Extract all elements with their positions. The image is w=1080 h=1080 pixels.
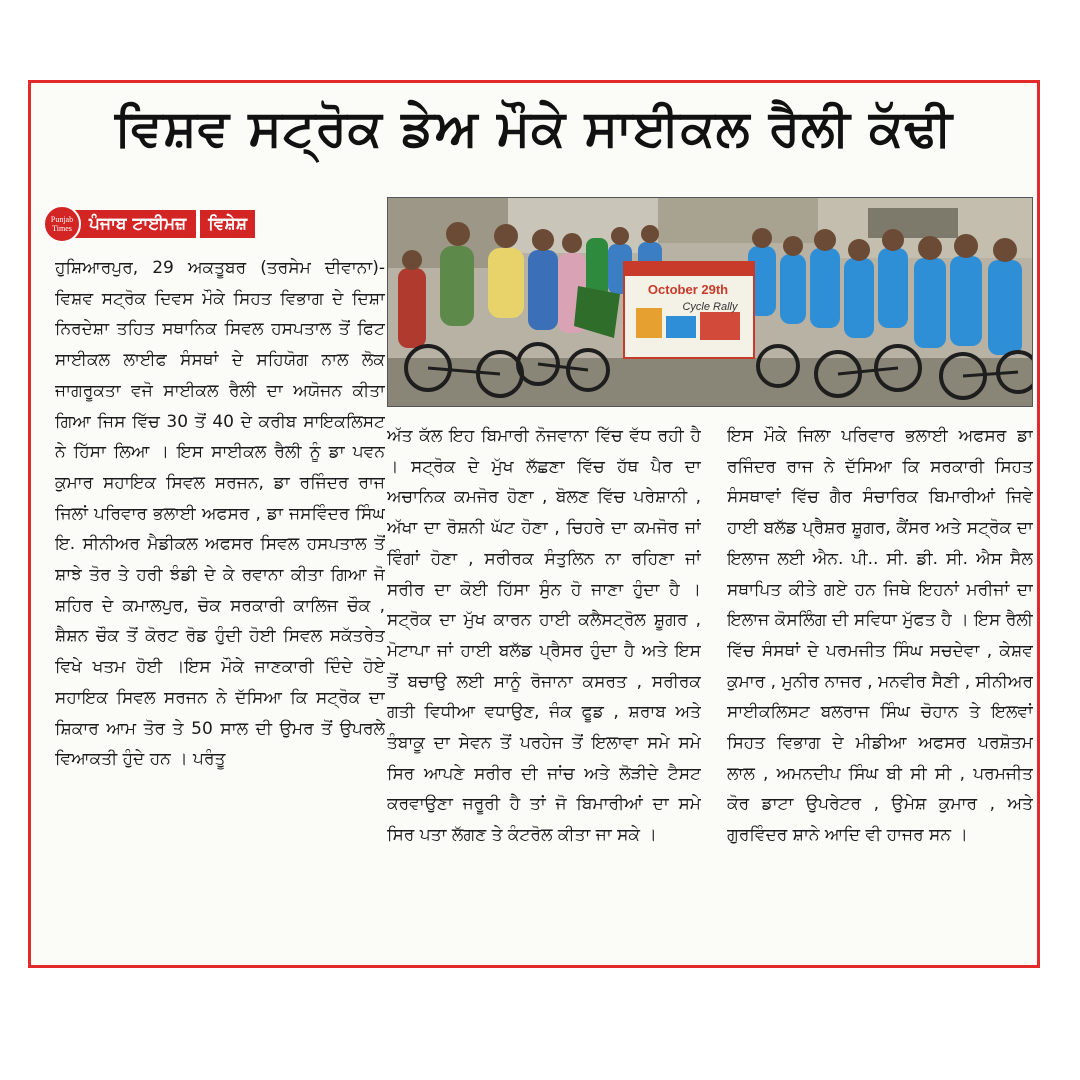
news-photo xyxy=(387,197,1033,407)
article-column-2 xyxy=(387,421,701,961)
news-clipping xyxy=(28,80,1040,968)
banner-title-text: Cycle Rally xyxy=(682,301,738,313)
section-tag-sub: ਵਿਸ਼ੇਸ਼ xyxy=(200,210,255,238)
article-text-3: ਇਸ ਮੌਕੇ ਜਿਲਾ ਪਰਿਵਾਰ ਭਲਾਈ ਅਫਸਰ ਡਾ ਰਜਿੰਦਰ ਰਾਜ ਨੇ ਦੱਸਿਆ ਕਿ ਸਰਕਾਰੀ ਸਿਹਤ ਸੰਸਥਾਵਾਂ ਵਿੱਚ ਗੈਰ ਸੰਚਾਰਿਕ ਬਿਮਾਰੀਆਂ ਜਿਵੇ ਹਾਈ ਬਲੱਡ ਪ੍ਰੈਸ਼ਰ ਸ਼ੂਗਰ, ਕੈਂਸਰ ਅਤੇ ਸਟ੍ਰੋਕ ਦਾ ਇਲਾਜ ਲਈ ਐਨ. ਪੀ.. ਸੀ. ਡੀ. ਸੀ. ਐਸ ਸੈਲ ਸਥਾਪਿਤ ਕੀਤੇ ਗਏ ਹਨ ਜਿਥੇ ਇਹਨਾਂ ਮਰੀਜਾਂ ਦਾ ਇਲਾਜ ਕੋਸਲਿੰਗ ਦੀ ਸਵਿਧਾ ਮੁੱਫਤ ਹੈ । ਇਸ ਰੈਲੀ ਵਿੱਚ ਸੰਸਥਾਂ ਦੇ ਪਰਮਜੀਤ ਸਿੰਘ ਸਚਦੇਵਾ , ਕੇਸ਼ਵ ਕੁਮਾਰ , ਮੁਨੀਰ ਨਾਜਰ , ਮਨਵੀਰ ਸੈਣੀ , ਸੀਨੀਅਰ ਸਾਈਕਲਿਸਟ ਬਲਰਾਜ ਸਿੰਘ ਚੋਹਾਨ ਤੇ ਇਲਵਾਂ ਸਿਹਤ ਵਿਭਾਗ ਦੇ ਮੀਡੀਆ ਅਫਸਰ ਪਰਸ਼ੋਤਮ ਲਾਲ , ਅਮਨਦੀਪ ਸਿੰਘ ਬੀ ਸੀ ਸੀ , ਪਰਮਜੀਤ ਕੋਰ ਡਾਟਾ ਉਪਰੇਟਰ , ਉਮੇਸ਼ ਕੁਮਾਰ , ਅਤੇ ਗੁਰਵਿੰਦਰ ਸ਼ਾਨੇ ਆਦਿ ਵੀ ਹਾਜਰ ਸਨ । xyxy=(727,426,1033,846)
newspaper-logo: Punjab Times xyxy=(43,205,81,243)
headline: ਵਿਸ਼ਵ ਸਟ੍ਰੋਕ ਡੇਅ ਮੌਕੇ ਸਾਈਕਲ ਰੈਲੀ ਕੱਢੀ xyxy=(115,99,953,157)
article-column-1 xyxy=(55,253,385,965)
banner-date-text: October 29th xyxy=(647,282,729,297)
section-tag xyxy=(43,207,255,241)
article-column-3 xyxy=(727,421,1033,961)
article-text-2: ਅੱਤ ਕੱਲ ਇਹ ਬਿਮਾਰੀ ਨੋਜਵਾਨਾ ਵਿੱਚ ਵੱਧ ਰਹੀ ਹੈ । ਸਟ੍ਰੋਕ ਦੇ ਮੁੱਖ ਲੱਛਣਾ ਵਿੱਚ ਹੱਥ ਪੈਰ ਦਾ ਅਚਾਨਿਕ ਕਮਜੋਰ ਹੋਣਾ , ਬੋਲਣ ਵਿੱਚ ਪਰੇਸ਼ਾਨੀ , ਅੱਖਾ ਦਾ ਰੋਸ਼ਨੀ ਘੱਟ ਹੋਣਾ , ਚਿਹਰੇ ਦਾ ਕਮਜੋਰ ਜਾਂ ਵਿੰਗਾਂ ਹੋਣਾ , ਸਰੀਰਕ ਸੰਤੁਲਿਨ ਨਾ ਰਹਿਣਾ ਜਾਂ ਸਰੀਰ ਦਾ ਕੋਈ ਹਿੱਸਾ ਸੁੰਨ ਹੋ ਜਾਣਾ ਹੁੰਦਾ ਹੈ । ਸਟ੍ਰੋਕ ਦਾ ਮੁੱਖ ਕਾਰਨ ਹਾਈ ਕਲੈਸਟ੍ਰੋਲ ਸ਼ੂਗਰ , ਮੋਟਾਪਾ ਜਾਂ ਹਾਈ ਬਲੱਡ ਪ੍ਰੈਸਰ ਹੁੰਦਾ ਹੈ ਅਤੇ ਇਸ ਤੋਂ ਬਚਾਉ ਲਈ ਸਾਨੂੰ ਰੋਜਾਨਾ ਕਸਰਤ , ਸਰੀਰਕ ਗਤੀ ਵਿਧੀਆ ਵਧਾਉਣ, ਜੰਕ ਫੂਡ , ਸ਼ਰਾਬ ਅਤੇ ਤੰਬਾਕੂ ਦਾ ਸੇਵਨ ਤੋਂ ਪਰਹੇਜ ਤੋਂ ਇਲਾਵਾ ਸਮੇ ਸਮੇ ਸਿਰ ਆਪਣੇ ਸਰੀਰ ਦੀ ਜਾਂਚ ਅਤੇ ਲੋੜੀਦੇ ਟੈਸਟ ਕਰਵਾਉਣਾ ਜਰੂਰੀ ਹੈ ਤਾਂ ਜੋ ਬਿਮਾਰੀਆਂ ਦਾ ਸਮੇ ਸਿਰ ਪਤਾ ਲੱਗਣ ਤੇ ਕੰਟਰੋਲ ਕੀਤਾ ਜਾ ਸਕੇ । xyxy=(387,426,701,846)
section-tag-main: ਪੰਜਾਬ ਟਾਈਮਜ਼ xyxy=(75,210,196,238)
article-text-1: ਹੁਸ਼ਿਆਰਪੁਰ, 29 ਅਕਤੂਬਰ (ਤਰਸੇਮ ਦੀਵਾਨਾ)-ਵਿਸ਼ਵ ਸਟ੍ਰੋਕ ਦਿਵਸ ਮੌਕੇ ਸਿਹਤ ਵਿਭਾਗ ਦੇ ਦਿਸ਼ਾ ਨਿਰਦੇਸ਼ਾ ਤਹਿਤ ਸਥਾਨਿਕ ਸਿਵਲ ਹਸਪਤਾਲ ਤੋਂ ਫਿਟ ਸਾਈਕਲ ਲਾਈਫ ਸੰਸਥਾਂ ਦੇ ਸਹਿਯੋਗ ਨਾਲ ਲੋਕ ਜਾਗਰੂਕਤਾ ਵਜੋ ਸਾਈਕਲ ਰੈਲੀ ਦਾ ਅਯੋਜਨ ਕੀਤਾ ਗਿਆ ਜਿਸ ਵਿੱਚ 30 ਤੋਂ 40 ਦੇ ਕਰੀਬ ਸਾਇਕਲਿਸਟ ਨੇ ਹਿੱਸਾ ਲਿਆ । ਇਸ ਸਾਈਕਲ ਰੈਲੀ ਨੂੰ ਡਾ ਪਵਨ ਕੁਮਾਰ ਸਹਾਇਕ ਸਿਵਲ ਸਰਜਨ, ਡਾ ਰਜਿੰਦਰ ਰਾਜ ਜਿਲਾਂ ਪਰਿਵਾਰ ਭਲਾਈ ਅਫਸਰ , ਡਾ ਜਸਵਿੰਦਰ ਸਿੰਘ ਇ. ਸੀਨੀਅਰ ਮੈਡੀਕਲ ਅਫਸਰ ਸਿਵਲ ਹਸਪਤਾਲ ਤੋਂ ਸ਼ਾਝੇ ਤੋਰ ਤੇ ਹਰੀ ਝੰਡੀ ਦੇ ਕੇ ਰਵਾਨਾ ਕੀਤਾ ਗਿਆ ਜੋ ਸ਼ਹਿਰ ਦੇ ਕਮਾਲਪੁਰ, ਚੋਕ ਸਰਕਾਰੀ ਕਾਲਿਜ ਚੌਕ , ਸ਼ੈਸ਼ਨ ਚੌਕ ਤੋਂ ਕੋਰਟ ਰੋਡ ਹੁੰਦੀ ਹੋਈ ਸਿਵਲ ਸਕੱਤਰੇਤ ਵਿਖੇ ਖਤਮ ਹੋਈ ।ਇਸ ਮੌਕੇ ਜਾਣਕਾਰੀ ਦਿੰਦੇ ਹੋਏ ਸਹਾਇਕ ਸਿਵਲ ਸਰਜਨ ਨੇ ਦੱਸਿਆ ਕਿ ਸਟ੍ਰੋਕ ਦਾ ਸ਼ਿਕਾਰ ਆਮ ਤੋਰ ਤੇ 50 ਸਾਲ ਦੀ ਉਮਰ ਤੋਂ ਉਪਰਲੇ ਵਿਆਕਤੀ ਹੁੰਦੇ ਹਨ । ਪਰੰਤੂ xyxy=(55,258,385,770)
